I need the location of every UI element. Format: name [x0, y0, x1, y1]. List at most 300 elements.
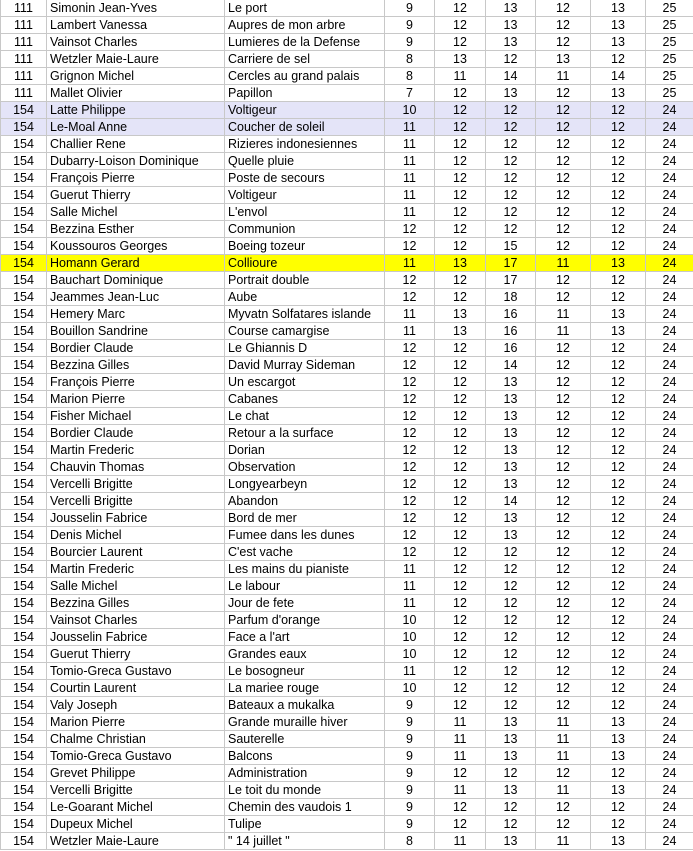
score-1-cell[interactable]: 12	[385, 408, 435, 425]
score-3-cell[interactable]: 12	[486, 816, 536, 833]
score-4-cell[interactable]: 12	[536, 578, 591, 595]
rank-cell[interactable]: 111	[1, 51, 47, 68]
title-cell[interactable]: Les mains du pianiste	[225, 561, 385, 578]
title-cell[interactable]: Poste de secours	[225, 170, 385, 187]
table-row[interactable]	[1, 340, 693, 357]
score-5-cell[interactable]: 12	[591, 136, 646, 153]
score-3-cell[interactable]: 12	[486, 578, 536, 595]
author-cell[interactable]: Koussouros Georges	[47, 238, 225, 255]
score-2-cell[interactable]: 12	[435, 289, 486, 306]
total-cell[interactable]: 24	[646, 119, 693, 136]
total-cell[interactable]: 24	[646, 476, 693, 493]
title-cell[interactable]: Myvatn Solfatares islande	[225, 306, 385, 323]
score-2-cell[interactable]: 12	[435, 527, 486, 544]
score-5-cell[interactable]: 12	[591, 544, 646, 561]
score-3-cell[interactable]: 16	[486, 306, 536, 323]
total-cell[interactable]: 24	[646, 697, 693, 714]
author-cell[interactable]: Jousselin Fabrice	[47, 629, 225, 646]
score-3-cell[interactable]: 12	[486, 680, 536, 697]
rank-cell[interactable]: 154	[1, 442, 47, 459]
title-cell[interactable]: Voltigeur	[225, 102, 385, 119]
score-4-cell[interactable]: 12	[536, 765, 591, 782]
score-5-cell[interactable]: 12	[591, 595, 646, 612]
total-cell[interactable]: 25	[646, 0, 693, 17]
rank-cell[interactable]: 111	[1, 17, 47, 34]
score-4-cell[interactable]: 12	[536, 561, 591, 578]
author-cell[interactable]: Chauvin Thomas	[47, 459, 225, 476]
score-2-cell[interactable]: 12	[435, 510, 486, 527]
author-cell[interactable]: Guerut Thierry	[47, 187, 225, 204]
rank-cell[interactable]: 154	[1, 595, 47, 612]
score-5-cell[interactable]: 12	[591, 357, 646, 374]
score-1-cell[interactable]: 11	[385, 306, 435, 323]
author-cell[interactable]: Le-Moal Anne	[47, 119, 225, 136]
score-5-cell[interactable]: 13	[591, 833, 646, 850]
total-cell[interactable]: 24	[646, 459, 693, 476]
score-1-cell[interactable]: 10	[385, 646, 435, 663]
score-4-cell[interactable]: 12	[536, 17, 591, 34]
table-row[interactable]	[1, 731, 693, 748]
table-row[interactable]	[1, 765, 693, 782]
score-3-cell[interactable]: 12	[486, 221, 536, 238]
author-cell[interactable]: Tomio-Greca Gustavo	[47, 663, 225, 680]
score-4-cell[interactable]: 12	[536, 374, 591, 391]
score-5-cell[interactable]: 12	[591, 561, 646, 578]
score-2-cell[interactable]: 12	[435, 136, 486, 153]
score-2-cell[interactable]: 12	[435, 170, 486, 187]
score-2-cell[interactable]: 13	[435, 323, 486, 340]
author-cell[interactable]: Bourcier Laurent	[47, 544, 225, 561]
score-1-cell[interactable]: 12	[385, 527, 435, 544]
score-2-cell[interactable]: 12	[435, 578, 486, 595]
author-cell[interactable]: Vercelli Brigitte	[47, 493, 225, 510]
rank-cell[interactable]: 154	[1, 136, 47, 153]
title-cell[interactable]: David Murray Sideman	[225, 357, 385, 374]
score-4-cell[interactable]: 12	[536, 221, 591, 238]
score-3-cell[interactable]: 13	[486, 459, 536, 476]
rank-cell[interactable]: 154	[1, 544, 47, 561]
author-cell[interactable]: Bezzina Esther	[47, 221, 225, 238]
table-row[interactable]	[1, 799, 693, 816]
score-2-cell[interactable]: 12	[435, 0, 486, 17]
score-3-cell[interactable]: 14	[486, 493, 536, 510]
rank-cell[interactable]: 154	[1, 204, 47, 221]
score-4-cell[interactable]: 12	[536, 663, 591, 680]
author-cell[interactable]: Bordier Claude	[47, 425, 225, 442]
score-4-cell[interactable]: 12	[536, 595, 591, 612]
score-3-cell[interactable]: 13	[486, 833, 536, 850]
score-4-cell[interactable]: 12	[536, 153, 591, 170]
score-1-cell[interactable]: 8	[385, 68, 435, 85]
score-4-cell[interactable]: 12	[536, 816, 591, 833]
table-row[interactable]	[1, 629, 693, 646]
score-1-cell[interactable]: 11	[385, 595, 435, 612]
rank-cell[interactable]: 154	[1, 748, 47, 765]
score-3-cell[interactable]: 13	[486, 714, 536, 731]
score-5-cell[interactable]: 13	[591, 782, 646, 799]
author-cell[interactable]: Dubarry-Loison Dominique	[47, 153, 225, 170]
score-4-cell[interactable]: 12	[536, 629, 591, 646]
total-cell[interactable]: 24	[646, 255, 693, 272]
title-cell[interactable]: Dorian	[225, 442, 385, 459]
title-cell[interactable]: Le Ghiannis D	[225, 340, 385, 357]
score-2-cell[interactable]: 12	[435, 663, 486, 680]
table-row[interactable]	[1, 238, 693, 255]
total-cell[interactable]: 25	[646, 68, 693, 85]
score-3-cell[interactable]: 13	[486, 425, 536, 442]
table-row[interactable]	[1, 714, 693, 731]
rank-cell[interactable]: 154	[1, 765, 47, 782]
score-2-cell[interactable]: 11	[435, 731, 486, 748]
score-5-cell[interactable]: 12	[591, 170, 646, 187]
score-2-cell[interactable]: 12	[435, 799, 486, 816]
total-cell[interactable]: 25	[646, 34, 693, 51]
rank-cell[interactable]: 154	[1, 408, 47, 425]
table-row[interactable]	[1, 476, 693, 493]
score-3-cell[interactable]: 12	[486, 204, 536, 221]
total-cell[interactable]: 24	[646, 765, 693, 782]
score-3-cell[interactable]: 13	[486, 782, 536, 799]
rank-cell[interactable]: 154	[1, 323, 47, 340]
score-3-cell[interactable]: 13	[486, 85, 536, 102]
score-2-cell[interactable]: 11	[435, 68, 486, 85]
title-cell[interactable]: Communion	[225, 221, 385, 238]
score-2-cell[interactable]: 11	[435, 833, 486, 850]
total-cell[interactable]: 24	[646, 782, 693, 799]
score-1-cell[interactable]: 9	[385, 714, 435, 731]
score-2-cell[interactable]: 11	[435, 714, 486, 731]
score-3-cell[interactable]: 12	[486, 153, 536, 170]
score-2-cell[interactable]: 12	[435, 204, 486, 221]
total-cell[interactable]: 24	[646, 731, 693, 748]
rank-cell[interactable]: 154	[1, 221, 47, 238]
rank-cell[interactable]: 111	[1, 34, 47, 51]
score-1-cell[interactable]: 12	[385, 221, 435, 238]
score-5-cell[interactable]: 12	[591, 663, 646, 680]
score-5-cell[interactable]: 13	[591, 306, 646, 323]
total-cell[interactable]: 24	[646, 544, 693, 561]
score-3-cell[interactable]: 13	[486, 408, 536, 425]
score-5-cell[interactable]: 12	[591, 459, 646, 476]
title-cell[interactable]: Jour de fete	[225, 595, 385, 612]
total-cell[interactable]: 24	[646, 204, 693, 221]
author-cell[interactable]: Latte Philippe	[47, 102, 225, 119]
rank-cell[interactable]: 154	[1, 374, 47, 391]
total-cell[interactable]: 24	[646, 442, 693, 459]
total-cell[interactable]: 24	[646, 595, 693, 612]
score-1-cell[interactable]: 10	[385, 612, 435, 629]
score-3-cell[interactable]: 14	[486, 357, 536, 374]
score-4-cell[interactable]: 12	[536, 187, 591, 204]
score-3-cell[interactable]: 15	[486, 238, 536, 255]
table-row[interactable]	[1, 0, 693, 17]
title-cell[interactable]: Papillon	[225, 85, 385, 102]
score-3-cell[interactable]: 16	[486, 323, 536, 340]
score-3-cell[interactable]: 13	[486, 391, 536, 408]
score-4-cell[interactable]: 12	[536, 102, 591, 119]
total-cell[interactable]: 24	[646, 527, 693, 544]
rank-cell[interactable]: 154	[1, 680, 47, 697]
score-4-cell[interactable]: 12	[536, 0, 591, 17]
title-cell[interactable]: Le bosogneur	[225, 663, 385, 680]
rank-cell[interactable]: 154	[1, 629, 47, 646]
score-4-cell[interactable]: 12	[536, 527, 591, 544]
score-2-cell[interactable]: 12	[435, 357, 486, 374]
score-1-cell[interactable]: 12	[385, 238, 435, 255]
score-4-cell[interactable]: 11	[536, 68, 591, 85]
title-cell[interactable]: La mariee rouge	[225, 680, 385, 697]
score-5-cell[interactable]: 12	[591, 340, 646, 357]
score-2-cell[interactable]: 11	[435, 782, 486, 799]
score-5-cell[interactable]: 12	[591, 425, 646, 442]
author-cell[interactable]: Simonin Jean-Yves	[47, 0, 225, 17]
score-4-cell[interactable]: 12	[536, 340, 591, 357]
score-5-cell[interactable]: 12	[591, 51, 646, 68]
score-4-cell[interactable]: 12	[536, 408, 591, 425]
score-2-cell[interactable]: 12	[435, 629, 486, 646]
score-1-cell[interactable]: 11	[385, 255, 435, 272]
score-4-cell[interactable]: 12	[536, 85, 591, 102]
author-cell[interactable]: Marion Pierre	[47, 391, 225, 408]
score-1-cell[interactable]: 12	[385, 544, 435, 561]
title-cell[interactable]: Aupres de mon arbre	[225, 17, 385, 34]
title-cell[interactable]: Le labour	[225, 578, 385, 595]
table-row[interactable]	[1, 816, 693, 833]
score-4-cell[interactable]: 11	[536, 748, 591, 765]
score-4-cell[interactable]: 12	[536, 34, 591, 51]
score-2-cell[interactable]: 12	[435, 646, 486, 663]
table-row[interactable]	[1, 612, 693, 629]
score-3-cell[interactable]: 12	[486, 187, 536, 204]
table-row[interactable]	[1, 697, 693, 714]
score-3-cell[interactable]: 12	[486, 170, 536, 187]
author-cell[interactable]: Grevet Philippe	[47, 765, 225, 782]
score-4-cell[interactable]: 12	[536, 357, 591, 374]
table-row[interactable]	[1, 17, 693, 34]
score-1-cell[interactable]: 11	[385, 170, 435, 187]
score-1-cell[interactable]: 10	[385, 102, 435, 119]
author-cell[interactable]: François Pierre	[47, 170, 225, 187]
score-3-cell[interactable]: 13	[486, 17, 536, 34]
score-2-cell[interactable]: 12	[435, 680, 486, 697]
rank-cell[interactable]: 154	[1, 731, 47, 748]
score-4-cell[interactable]: 12	[536, 425, 591, 442]
score-5-cell[interactable]: 12	[591, 204, 646, 221]
title-cell[interactable]: Le toit du monde	[225, 782, 385, 799]
score-1-cell[interactable]: 12	[385, 374, 435, 391]
score-2-cell[interactable]: 12	[435, 17, 486, 34]
title-cell[interactable]: Parfum d'orange	[225, 612, 385, 629]
score-5-cell[interactable]: 13	[591, 85, 646, 102]
author-cell[interactable]: Mallet Olivier	[47, 85, 225, 102]
score-1-cell[interactable]: 12	[385, 357, 435, 374]
total-cell[interactable]: 24	[646, 714, 693, 731]
score-4-cell[interactable]: 12	[536, 289, 591, 306]
score-1-cell[interactable]: 12	[385, 391, 435, 408]
score-1-cell[interactable]: 12	[385, 340, 435, 357]
score-2-cell[interactable]: 12	[435, 221, 486, 238]
rank-cell[interactable]: 154	[1, 799, 47, 816]
author-cell[interactable]: Le-Goarant Michel	[47, 799, 225, 816]
table-row[interactable]	[1, 833, 693, 850]
score-5-cell[interactable]: 12	[591, 272, 646, 289]
score-4-cell[interactable]: 12	[536, 680, 591, 697]
score-5-cell[interactable]: 13	[591, 255, 646, 272]
score-5-cell[interactable]: 12	[591, 119, 646, 136]
score-5-cell[interactable]: 13	[591, 323, 646, 340]
score-1-cell[interactable]: 12	[385, 476, 435, 493]
score-4-cell[interactable]: 11	[536, 306, 591, 323]
score-3-cell[interactable]: 13	[486, 731, 536, 748]
total-cell[interactable]: 24	[646, 102, 693, 119]
score-4-cell[interactable]: 12	[536, 204, 591, 221]
score-3-cell[interactable]: 12	[486, 799, 536, 816]
score-5-cell[interactable]: 13	[591, 714, 646, 731]
total-cell[interactable]: 24	[646, 289, 693, 306]
score-5-cell[interactable]: 12	[591, 442, 646, 459]
score-3-cell[interactable]: 18	[486, 289, 536, 306]
total-cell[interactable]: 24	[646, 340, 693, 357]
score-4-cell[interactable]: 12	[536, 510, 591, 527]
rank-cell[interactable]: 154	[1, 119, 47, 136]
rank-cell[interactable]: 154	[1, 510, 47, 527]
total-cell[interactable]: 24	[646, 391, 693, 408]
score-4-cell[interactable]: 11	[536, 714, 591, 731]
score-3-cell[interactable]: 13	[486, 476, 536, 493]
title-cell[interactable]: Retour a la surface	[225, 425, 385, 442]
rank-cell[interactable]: 154	[1, 476, 47, 493]
table-row[interactable]	[1, 289, 693, 306]
rank-cell[interactable]: 154	[1, 833, 47, 850]
author-cell[interactable]: Bauchart Dominique	[47, 272, 225, 289]
score-2-cell[interactable]: 12	[435, 544, 486, 561]
score-4-cell[interactable]: 11	[536, 731, 591, 748]
rank-cell[interactable]: 154	[1, 102, 47, 119]
rank-cell[interactable]: 154	[1, 391, 47, 408]
rank-cell[interactable]: 154	[1, 255, 47, 272]
score-3-cell[interactable]: 16	[486, 340, 536, 357]
score-5-cell[interactable]: 13	[591, 34, 646, 51]
table-row[interactable]	[1, 510, 693, 527]
score-3-cell[interactable]: 17	[486, 255, 536, 272]
score-2-cell[interactable]: 13	[435, 306, 486, 323]
score-5-cell[interactable]: 12	[591, 102, 646, 119]
table-row[interactable]	[1, 221, 693, 238]
score-4-cell[interactable]: 11	[536, 782, 591, 799]
score-3-cell[interactable]: 12	[486, 595, 536, 612]
score-5-cell[interactable]: 12	[591, 680, 646, 697]
score-5-cell[interactable]: 13	[591, 17, 646, 34]
score-4-cell[interactable]: 11	[536, 833, 591, 850]
total-cell[interactable]: 24	[646, 187, 693, 204]
score-2-cell[interactable]: 12	[435, 272, 486, 289]
score-2-cell[interactable]: 12	[435, 119, 486, 136]
total-cell[interactable]: 24	[646, 238, 693, 255]
rank-cell[interactable]: 154	[1, 663, 47, 680]
score-3-cell[interactable]: 12	[486, 544, 536, 561]
title-cell[interactable]: Voltigeur	[225, 187, 385, 204]
title-cell[interactable]: C'est vache	[225, 544, 385, 561]
score-1-cell[interactable]: 12	[385, 425, 435, 442]
table-row[interactable]	[1, 663, 693, 680]
table-row[interactable]	[1, 323, 693, 340]
score-4-cell[interactable]: 12	[536, 136, 591, 153]
total-cell[interactable]: 24	[646, 833, 693, 850]
score-2-cell[interactable]: 12	[435, 476, 486, 493]
score-1-cell[interactable]: 9	[385, 748, 435, 765]
author-cell[interactable]: Challier Rene	[47, 136, 225, 153]
table-row[interactable]	[1, 306, 693, 323]
score-5-cell[interactable]: 12	[591, 476, 646, 493]
author-cell[interactable]: Salle Michel	[47, 204, 225, 221]
table-row[interactable]	[1, 204, 693, 221]
rank-cell[interactable]: 154	[1, 697, 47, 714]
score-4-cell[interactable]: 12	[536, 493, 591, 510]
author-cell[interactable]: Salle Michel	[47, 578, 225, 595]
score-4-cell[interactable]: 12	[536, 272, 591, 289]
score-1-cell[interactable]: 9	[385, 34, 435, 51]
score-5-cell[interactable]: 12	[591, 187, 646, 204]
score-2-cell[interactable]: 12	[435, 561, 486, 578]
score-5-cell[interactable]: 13	[591, 731, 646, 748]
total-cell[interactable]: 24	[646, 153, 693, 170]
total-cell[interactable]: 24	[646, 221, 693, 238]
score-2-cell[interactable]: 12	[435, 408, 486, 425]
title-cell[interactable]: Bord de mer	[225, 510, 385, 527]
score-5-cell[interactable]: 12	[591, 578, 646, 595]
table-row[interactable]	[1, 255, 693, 272]
author-cell[interactable]: Lambert Vanessa	[47, 17, 225, 34]
rank-cell[interactable]: 154	[1, 459, 47, 476]
score-5-cell[interactable]: 12	[591, 289, 646, 306]
title-cell[interactable]: Portrait double	[225, 272, 385, 289]
rank-cell[interactable]: 154	[1, 357, 47, 374]
author-cell[interactable]: François Pierre	[47, 374, 225, 391]
score-5-cell[interactable]: 12	[591, 799, 646, 816]
title-cell[interactable]: Cabanes	[225, 391, 385, 408]
table-row[interactable]	[1, 68, 693, 85]
score-1-cell[interactable]: 12	[385, 442, 435, 459]
rank-cell[interactable]: 154	[1, 289, 47, 306]
author-cell[interactable]: Guerut Thierry	[47, 646, 225, 663]
score-4-cell[interactable]: 12	[536, 697, 591, 714]
title-cell[interactable]: Grande muraille hiver	[225, 714, 385, 731]
table-row[interactable]	[1, 187, 693, 204]
table-row[interactable]	[1, 357, 693, 374]
score-5-cell[interactable]: 12	[591, 510, 646, 527]
rank-cell[interactable]: 154	[1, 340, 47, 357]
total-cell[interactable]: 24	[646, 136, 693, 153]
author-cell[interactable]: Bezzina Gilles	[47, 595, 225, 612]
total-cell[interactable]: 25	[646, 85, 693, 102]
title-cell[interactable]: Cercles au grand palais	[225, 68, 385, 85]
score-3-cell[interactable]: 13	[486, 34, 536, 51]
author-cell[interactable]: Vainsot Charles	[47, 612, 225, 629]
score-3-cell[interactable]: 13	[486, 510, 536, 527]
total-cell[interactable]: 24	[646, 170, 693, 187]
table-row[interactable]	[1, 561, 693, 578]
rank-cell[interactable]: 154	[1, 272, 47, 289]
score-1-cell[interactable]: 11	[385, 578, 435, 595]
author-cell[interactable]: Vercelli Brigitte	[47, 476, 225, 493]
rank-cell[interactable]: 111	[1, 85, 47, 102]
author-cell[interactable]: Wetzler Maie-Laure	[47, 833, 225, 850]
score-2-cell[interactable]: 13	[435, 255, 486, 272]
score-5-cell[interactable]: 12	[591, 493, 646, 510]
rank-cell[interactable]: 154	[1, 493, 47, 510]
score-1-cell[interactable]: 10	[385, 680, 435, 697]
rank-cell[interactable]: 154	[1, 578, 47, 595]
